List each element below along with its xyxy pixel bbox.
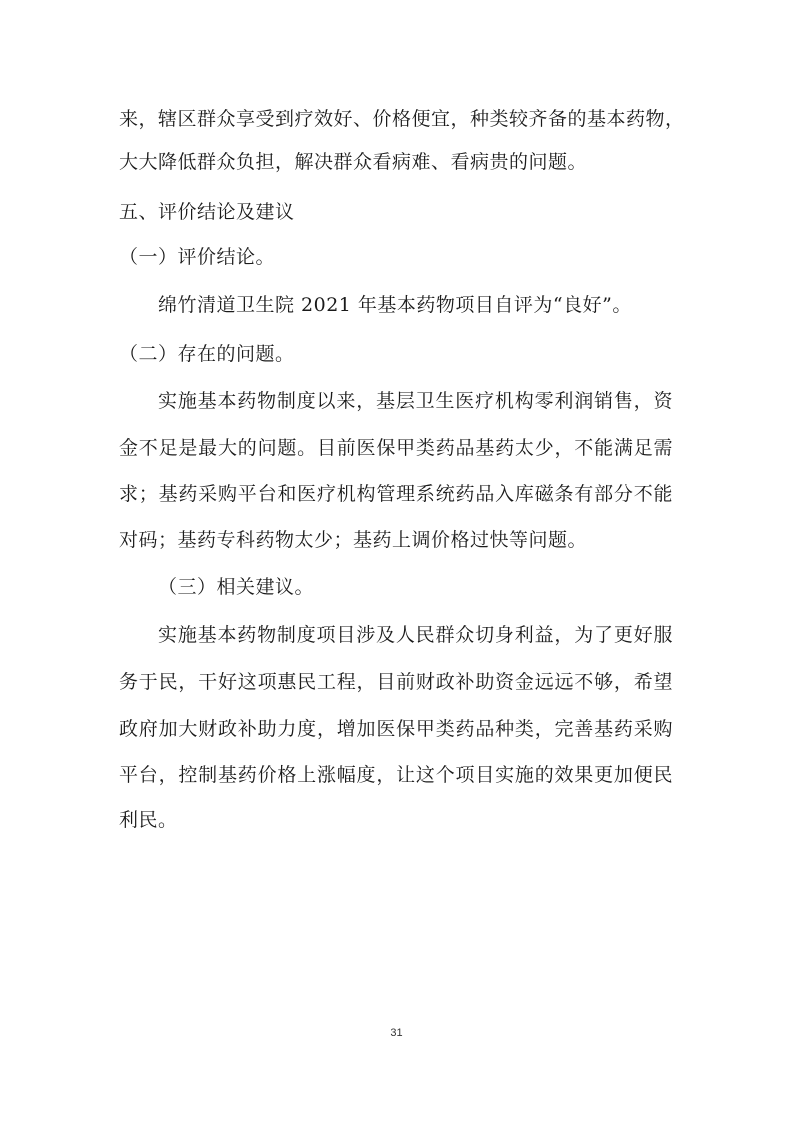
paragraph-line: 大大降低群众负担，解决群众看病难、看病贵的问题。 bbox=[119, 151, 588, 173]
subsection-heading: （一）评价结论。 bbox=[119, 246, 276, 268]
section-heading: 五、评价结论及建议 bbox=[119, 201, 295, 223]
paragraph-line: 实施基本药物制度项目涉及人民群众切身利益，为了更好服 bbox=[158, 624, 673, 646]
subsection-heading: （二）存在的问题。 bbox=[119, 343, 295, 365]
paragraph-line: 利民。 bbox=[119, 809, 178, 831]
conclusion-text: 绵竹清道卫生院 2021 年基本药物项目自评为“良好”。 bbox=[158, 294, 632, 316]
paragraph-line: 务于民，干好这项惠民工程，目前财政补助资金远远不够，希望 bbox=[119, 671, 673, 693]
paragraph-line: 对码；基药专科药物太少；基药上调价格过快等问题。 bbox=[119, 529, 588, 551]
paragraph-line: 平台，控制基药价格上涨幅度，让这个项目实施的效果更加便民 bbox=[119, 764, 673, 786]
paragraph-line: 实施基本药物制度以来，基层卫生医疗机构零利润销售，资 bbox=[158, 390, 673, 412]
subsection-heading: （三）相关建议。 bbox=[158, 576, 315, 598]
paragraph-line: 求；基药采购平台和医疗机构管理系统药品入库磁条有部分不能 bbox=[119, 483, 673, 505]
page-number: 31 bbox=[390, 1027, 403, 1039]
paragraph-line: 政府加大财政补助力度，增加医保甲类药品种类，完善基药采购 bbox=[119, 718, 673, 740]
paragraph-line: 金不足是最大的问题。目前医保甲类药品基药太少，不能满足需 bbox=[119, 437, 673, 459]
paragraph-line: 来，辖区群众享受到疗效好、价格便宜，种类较齐备的基本药物， bbox=[119, 108, 685, 130]
